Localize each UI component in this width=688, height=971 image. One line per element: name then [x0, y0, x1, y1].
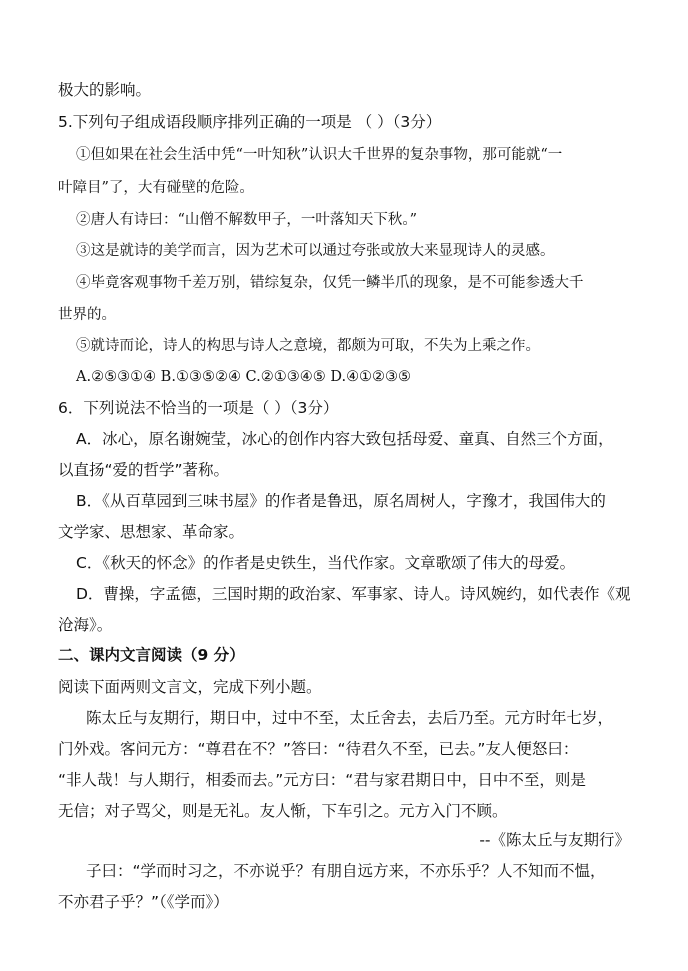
passage-2-line-1: 子曰：“学而时习之，不亦说乎？有朋自远方来，不亦乐乎？人不知而不愠， [86, 862, 606, 880]
q6-option-b-line-1: B．《从百草园到三味书屋》的作者是鲁迅，原名周树人，字豫才，我国伟大的 [76, 492, 606, 510]
q6-option-a-line-2: 以直扬“爱的哲学”著称。 [58, 461, 230, 479]
q5-sentence-3: ③这是就诗的美学而言，因为艺术可以通过夸张或放大来显现诗人的灵感。 [76, 243, 555, 259]
q6-option-d-line-1: D．曹操，字孟德，三国时期的政治家、军事家、诗人。诗风婉约，如代表作《观 [76, 585, 631, 603]
question-6-stem: 6．下列说法不恰当的一项是（ ）（3分） [58, 399, 339, 417]
q5-sentence-4-line-1: ④毕竟客观事物千差万别，错综复杂，仅凭一鳞半爪的现象，是不可能参透大千 [76, 275, 584, 291]
q6-option-c: C．《秋天的怀念》的作者是史铁生，当代作家。文章歌颂了伟大的母爱。 [76, 554, 576, 572]
q6-option-b-line-2: 文学家、思想家、革命家。 [58, 523, 245, 541]
section-2-title: 二、课内文言阅读（9 分） [58, 646, 245, 664]
q6-option-a-line-1: A．冰心，原名谢婉莹，冰心的创作内容大致包括母爱、童真、自然三个方面， [76, 430, 614, 448]
passage-1-line-4: 无信；对子骂父，则是无礼。友人惭，下车引之。元方入门不顾。 [58, 802, 508, 820]
q5-sentence-5: ⑤就诗而论，诗人的构思与诗人之意境，都颇为可取，不失为上乘之作。 [76, 338, 540, 354]
q5-sentence-1-line-1: ①但如果在社会生活中凭“一叶知秋”认识大千世界的复杂事物，那可能就“一 [76, 147, 563, 163]
q5-options: A.②⑤③①④ B.①③⑤②④ C.②①③④⑤ D.④①②③⑤ [76, 369, 412, 385]
q5-sentence-4-line-2: 世界的。 [58, 307, 116, 323]
intro-tail-text: 极大的影响。 [58, 81, 152, 99]
passage-1-line-1: 陈太丘与友期行，期日中，过中不至，太丘舍去，去后乃至。元方时年七岁， [86, 709, 614, 727]
q5-sentence-1-line-2: 叶障目”了，大有碰壁的危险。 [58, 180, 254, 196]
passage-1-line-3: “非人哉！与人期行，相委而去。”元方曰：“君与家君期日中，日中不至，则是 [58, 771, 586, 789]
section-2-instruction: 阅读下面两则文言文，完成下列小题。 [58, 678, 322, 696]
passage-2-line-2: 不亦君子乎？”（《学而》） [58, 893, 229, 911]
passage-1-source: --《陈太丘与友期行》 [479, 831, 630, 849]
question-5-stem: 5.下列句子组成语段顺序排列正确的一项是 （ ）（3分） [58, 113, 442, 131]
q5-sentence-2: ②唐人有诗曰：“山僧不解数甲子，一叶落知天下秋。” [76, 212, 418, 228]
q6-option-d-line-2: 沧海》。 [58, 616, 113, 634]
passage-1-line-2: 门外戏。客问元方：“尊君在不？”答曰：“待君久不至，已去。”友人便怒曰： [58, 740, 579, 758]
